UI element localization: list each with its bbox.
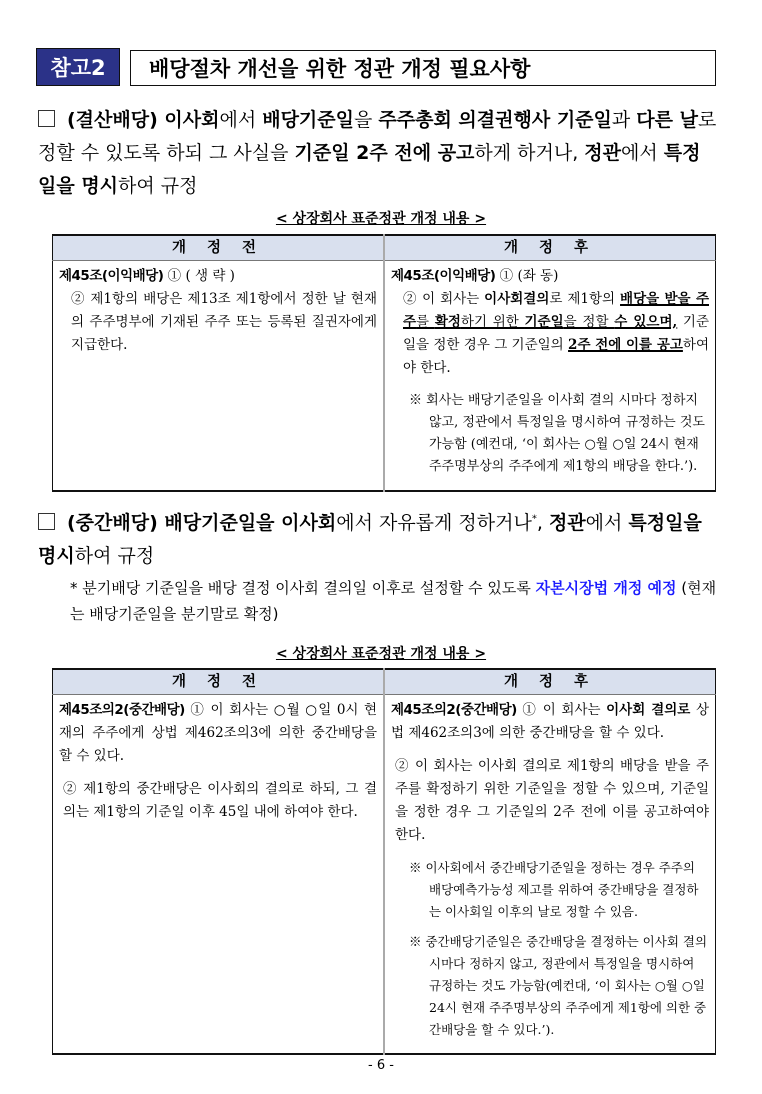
table2-caption [0,643,762,663]
text-segment: 하여 규정 [118,175,198,197]
article-clause-bold: 이사회 결의로 [606,702,691,718]
text-segment: 배당기준일 [262,109,354,131]
text-segment: (결산배당) [67,109,165,131]
table2-header-after: 개 정 후 [384,669,716,695]
text-segment: 하여 규정 [74,545,155,568]
text-segment: 배당을 받을 주주 [403,291,709,330]
text-segment: 정관 [584,142,622,164]
text-segment: 기준일 2주 전에 공고 [294,142,475,164]
article-head: 제45조(이익배당) [391,268,496,284]
text-segment: 확정 [434,314,461,330]
text-segment: 에서 [585,512,629,535]
text-segment: 하여야 한다. [403,337,709,376]
text-segment: 로 제1항의 [549,291,621,307]
text-segment: 이사회결의 [484,291,550,307]
text-segment: * 분기배당 기준일을 배당 결정 이사회 결의일 이후로 설정할 수 있도록 [70,579,536,597]
page-number: - 6 - [368,1058,394,1073]
reference-badge: 참고2 [36,48,120,86]
table1-caption-text: < 상장회사 표준정관 개정 내용 > [275,211,487,227]
text-segment: 기준일을 정한 경우 그 기준일의 [403,314,710,353]
text-segment: 자본시장법 개정 예정 [535,579,677,597]
page-title: 배당절차 개선을 위한 정관 개정 필요사항 [130,50,716,86]
table1-before-cell [53,261,385,492]
article-head: 제45조의2(중간배당) [59,702,185,718]
table2-note: ※ 중간배당기준일은 중간배당을 결정하는 이사회 결의 시마다 정하지 않고, 정관에서 특정일을 명시하여 규정하는 것도 가능함(예컨대, ‘이 회사는 ○월 ○일 24시 현재 주주명부상의 주주에게 제1항에 의한 중간배당을 할 수 있다.’). [409,934,708,1037]
checkbox-square-icon [38,513,55,530]
text-segment: * [531,514,537,525]
table1-caption [0,208,762,228]
text-segment: 수 있으며, [614,314,678,330]
text-segment: (중간배당) [67,512,165,535]
text-segment: 2주 전에 이를 공고 [568,337,683,353]
text-segment: 정관 [548,512,586,535]
article-clause: ② 이 회사는 이사회 결의로 제1항의 배당을 받을 주주를 확정하기 위한 기준일을 정할 수 있으며, 기준일을 정한 경우 그 기준일의 2주 전에 이를 공고하여야 한다. [395,758,709,843]
article-clause: ② 제1항의 중간배당은 이사회의 결의로 하되, 그 결의는 제1항의 기준일 이후 45일 내에 하여야 한다. [63,781,377,820]
text-segment: (현재는 배당기준일을 분기말로 확정) [70,579,717,623]
table1-note: ※ 회사는 배당기준일을 이사회 결의 시마다 정하지 않고, 정관에서 특정일을 명시하여 규정하는 것도 가능함 (예컨대, ‘이 회사는 ○월 ○일 24시 현재 주주명부상의 주주에게 제1항의 배당을 한다.’). [409,393,705,474]
text-segment: 하게 하거나, [474,142,585,164]
table1-header-after: 개 정 후 [384,235,716,261]
section2-footnote [70,575,720,627]
text-segment: 다른 날 [636,109,698,131]
text-segment: 에서 자유롭게 정하거나 [336,512,532,535]
article-clause: 상법 제462조의3에 의한 중간배당을 할 수 있다. [391,702,709,741]
section2-text [38,512,702,567]
section2-bullet [38,503,718,573]
text-segment: 로 정할 수 있도록 하되 그 사실을 [38,109,717,164]
table2-note: ※ 이사회에서 중간배당기준일을 정하는 경우 주주의 배당예측가능성 제고를 위하여 중간배당을 결정하는 이사회일 이후의 날로 정할 수 있음. [409,860,699,919]
table2 [52,668,716,1055]
checkbox-square-icon [38,110,55,127]
footnote-text [70,579,716,623]
table2-header-before: 개 정 전 [53,669,385,695]
text-segment: 에서 [219,109,263,131]
text-segment: 과 [611,109,637,131]
table2-before-cell [53,695,385,1055]
table1-after-cell [384,261,716,492]
section1-bullet [38,104,718,203]
text-segment: 에서 [621,142,664,164]
text-segment: ② 이 회사는 [403,291,485,307]
article-head: 제45조의2(중간배당) [391,702,517,718]
article-clause: ① 이 회사는 [516,702,607,718]
article-head: 제45조(이익배당) [59,268,164,284]
table1 [52,234,716,492]
table2-after-cell [384,695,716,1055]
table2-caption-text: < 상장회사 표준정관 개정 내용 > [275,646,487,662]
article-clause: ② 제1항의 배당은 제13조 제1항에서 정한 날 현재의 주주명부에 기재된 주주 또는 등록된 질권자에게 지급한다. [71,291,377,353]
text-segment: 이사회 [164,109,220,131]
text-segment: 특정일을 명시 [38,142,701,197]
text-segment: 을 정할 [563,314,615,330]
article-clause: ① 이 회사는 ○월 ○일 0시 현재의 주주에게 상법 제462조의3에 의한 중간배당을 할 수 있다. [59,702,377,764]
text-segment: 하기 위한 [460,314,525,330]
text-segment: 주주총회 의결권행사 기준일 [378,109,612,131]
text-segment: 특정일을 명시 [38,512,702,568]
text-segment: , [536,512,549,535]
text-segment: 배당기준일을 이사회 [164,512,337,535]
article-clause: ① (좌 동) [495,268,559,284]
text-segment: 기준일 [524,314,564,330]
article-clause [391,288,709,380]
section1-text [38,109,716,197]
text-segment: 을 [354,109,379,131]
text-segment: 를 [416,314,435,330]
article-clause: ① ( 생 략 ) [163,268,235,284]
table1-header-before: 개 정 전 [53,235,385,261]
